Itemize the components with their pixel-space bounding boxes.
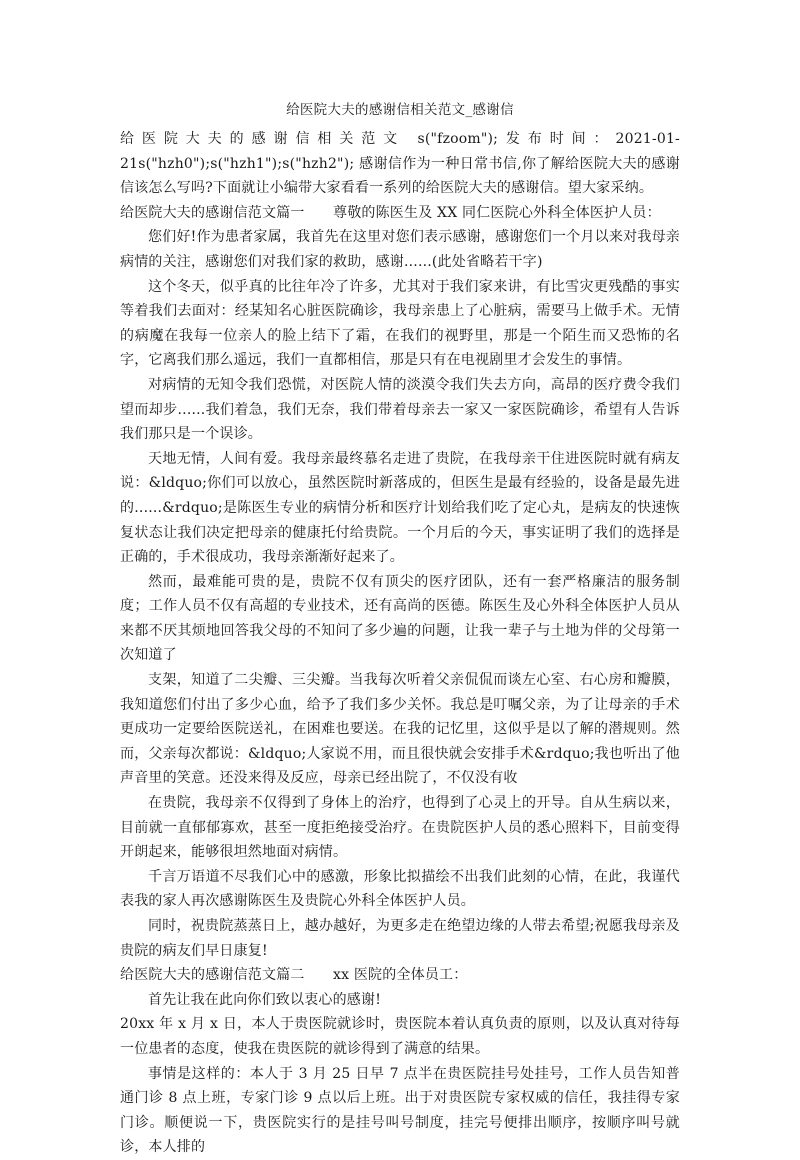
paragraph: 给医院大夫的感谢信范文篇二 xx 医院的全体员工： [120,967,468,984]
paragraph: 您们好!作为患者家属，我首先在这里对您们表示感谢，感谢您们一个月以来对我母亲病情的关注，感谢您们对我们家的救助，感谢......(此处省略若干字) [120,229,680,270]
paragraph: 首先让我在此向你们致以衷心的感谢! [148,991,382,1008]
document-title: 给医院大夫的感谢信相关范文_感谢信 [286,102,514,118]
paragraph: 在贵院，我母亲不仅得到了身体上的治疗，也得到了心灵上的开导。自从生病以来，目前就一直郁郁寡欢，甚至一度拒绝接受治疗。在贵院医护人员的悉心照料下，目前变得开朗起来，能够很坦然地面对病情。 [120,795,680,861]
paragraph: 千言万语道不尽我们心中的感激，形象比拟描绘不出我们此刻的心情，在此，我谨代表我的家人再次感谢陈医生及贵院心外科全体医护人员。 [120,868,680,910]
paragraph: 给医院大夫的感谢信范文篇一 尊敬的陈医生及 XX 同仁医院心外科全体医护人员： [120,204,661,221]
paragraph: 事情是这样的：本人于 3 月 25 日早 7 点半在贵医院挂号处挂号，工作人员告知普通门诊 8 点上班，专家门诊 9 点以后上班。出于对贵医院专家权威的信任，我挂得专家门诊。顺便说一下，贵医院实行的是挂号叫号制度，挂完号便排出顺序，按顺序叫号就诊，本人排的 [120,1065,680,1156]
paragraph: 这个冬天，似乎真的比往年冷了许多，尤其对于我们家来讲，有比雪灾更残酷的事实等着我们去面对：经某知名心脏医院确诊，我母亲患上了心脏病，需要马上做手术。无情的病魔在我每一位亲人的脸上结下了霜，在我们的视野里，那是一个陌生而又恐怖的名字，它离我们那么遥远，我们一直都相信，那是只有在电视剧里才会发生的事情。 [120,278,680,369]
paragraph: 然而，最难能可贵的是，贵院不仅有顶尖的医疗团队，还有一套严格廉洁的服务制度；工作人员不仅有高超的专业技术，还有高尚的医德。陈医生及心外科全体医护人员从来都不厌其烦地回答我父母的不知问了多少遍的问题，让我一辈子与土地为伴的父母第一次知道了 [120,573,680,664]
paragraph: 支架，知道了二尖瓣、三尖瓣。当我每次听着父亲侃侃而谈左心室、右心房和瓣膜，我知道您们付出了多少心血，给予了我们多少关怀。我总是叮嘱父亲，为了让母亲的手术更成功一定要给医院送礼，在困难也要送。在我的记忆里，这似乎是以了解的潜规则。然而，父亲每次都说：&ldquo;人家说不用，而且很快就会安排手术&rdquo;我也听出了他声音里的笑意。还没来得及反应，母亲已经出院了，不仅没有收 [120,672,680,787]
paragraph: 天地无情，人间有爱。我母亲最终慕名走进了贵院，在我母亲干住进医院时就有病友说：&ldquo;你们可以放心，虽然医院时新落成的，但医生是最有经验的，设备是最先进的......&rdquo;是陈医生专业的病情分析和医疗计划给我们吃了定心丸，是病友的快速恢复状态让我们决定把母亲的健康托付给贵院。一个月后的今天，事实证明了我们的选择是正确的，手术很成功，我母亲渐渐好起来了。 [120,450,680,566]
paragraph: 20xx 年 x 月 x 日，本人于贵医院就诊时，贵医院本着认真负责的原则，以及认真对待每一位患者的态度，使我在贵医院的就诊得到了满意的结果。 [120,1016,680,1057]
paragraph: 给医院大夫的感谢信相关范文 s("fzoom");发布时间：2021-01-21s("hzh0");s("hzh1");s("hzh2"); 感谢信作为一种日常书信,你了解给医院大夫的感谢信该怎么写吗?下面就让小编带大家看看一系列的给医院大夫的感谢信。望大家采纳。 [120,131,680,197]
paragraph: 对病情的无知令我们恐慌，对医院人情的淡漠令我们失去方向，高昂的医疗费令我们望而却步......我们着急，我们无奈，我们带着母亲去一家又一家医院确诊，希望有人告诉我们那只是一个误诊。 [120,376,680,443]
document-body [120,127,680,1160]
paragraph: 同时，祝贵院蒸蒸日上，越办越好，为更多走在绝望边缘的人带去希望;祝愿我母亲及贵院的病友们早日康复! [120,918,680,959]
